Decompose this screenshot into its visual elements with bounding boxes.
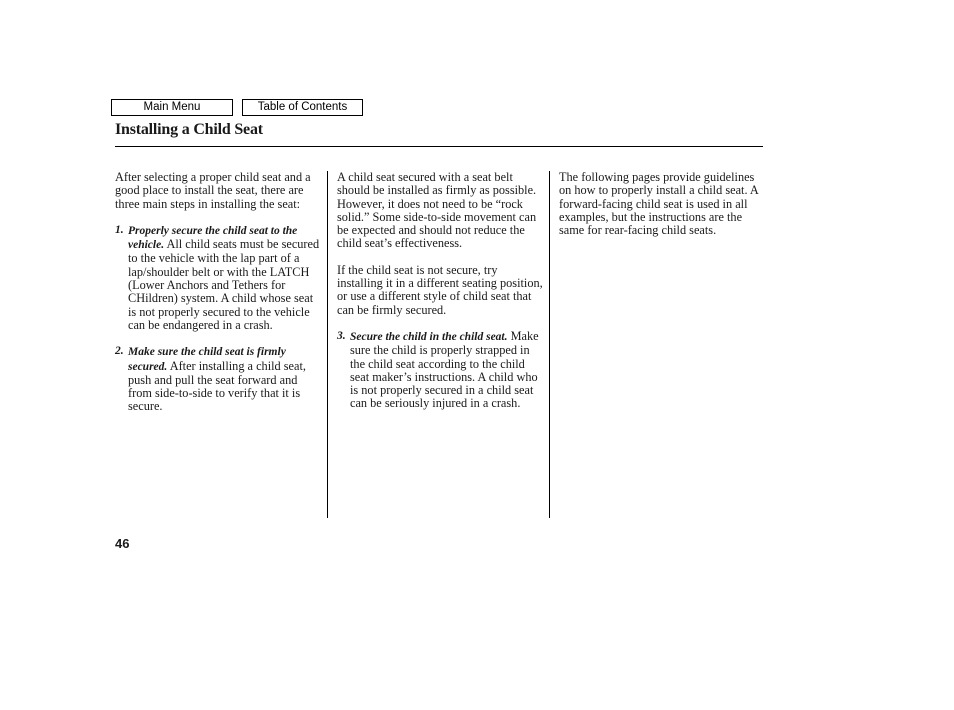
step-1-lead: Properly secure the child seat to the vehicle. <box>128 224 298 252</box>
step-3-body <box>350 330 545 411</box>
column-divider-1 <box>327 171 328 518</box>
page-title: Installing a Child Seat <box>115 121 263 138</box>
table-of-contents-button[interactable]: Table of Contents <box>242 99 363 116</box>
not-secure-paragraph: If the child seat is not secure, try installing it in a different seating position, or use a different style of child seat that can be firmly secured. <box>337 262 543 317</box>
title-divider <box>115 146 763 147</box>
step-1-text: All child seats must be secured to the vehicle with the lap part of a lap/shoulder belt or with the LATCH (Lower Anchors and Tethers for CHildren) system. A child whose seat is not properly secured to the vehicle can be endangered in a crash. <box>128 237 320 332</box>
step-3-text: Make sure the child is properly strapped in the child seat according to the child seat maker’s instructions. A child who is not properly secured in a child seat can be seriously injured in a crash. <box>350 328 539 411</box>
step-3-number: 3. <box>337 329 346 342</box>
step-2 <box>115 345 320 413</box>
step-1-body <box>128 224 320 332</box>
step-1-number: 1. <box>115 223 124 236</box>
step-2-number: 2. <box>115 345 124 358</box>
step-2-lead: Make sure the child seat is firmly secured. <box>128 346 286 373</box>
page-number: 46 <box>115 536 130 551</box>
step-1 <box>115 224 320 332</box>
step-3 <box>337 330 545 411</box>
guidelines-paragraph: The following pages provide guidelines on how to properly install a child seat. A forward-facing child seat is used in all examples, but the instructions are the same for rear-facing child seats. <box>559 170 759 238</box>
column-1 <box>115 171 320 427</box>
column-divider-2 <box>549 171 550 518</box>
column-3 <box>559 171 763 250</box>
column-2 <box>337 171 545 424</box>
intro-paragraph: After selecting a proper child seat and a good place to install the seat, there are three main steps in installing the seat: <box>115 170 311 211</box>
step-2-body <box>128 345 320 413</box>
seat-belt-paragraph: A child seat secured with a seat belt should be installed as firmly as possible. However, it does not need to be “rock solid.” Some side-to-side movement can be expected and should not reduce the child seat’s effectiveness. <box>337 170 537 251</box>
step-2-text: After installing a child seat, push and pull the seat forward and from side-to-side to verify that it is secure. <box>128 358 306 414</box>
main-menu-button[interactable]: Main Menu <box>111 99 233 116</box>
step-3-lead: Secure the child in the child seat. <box>350 330 508 343</box>
